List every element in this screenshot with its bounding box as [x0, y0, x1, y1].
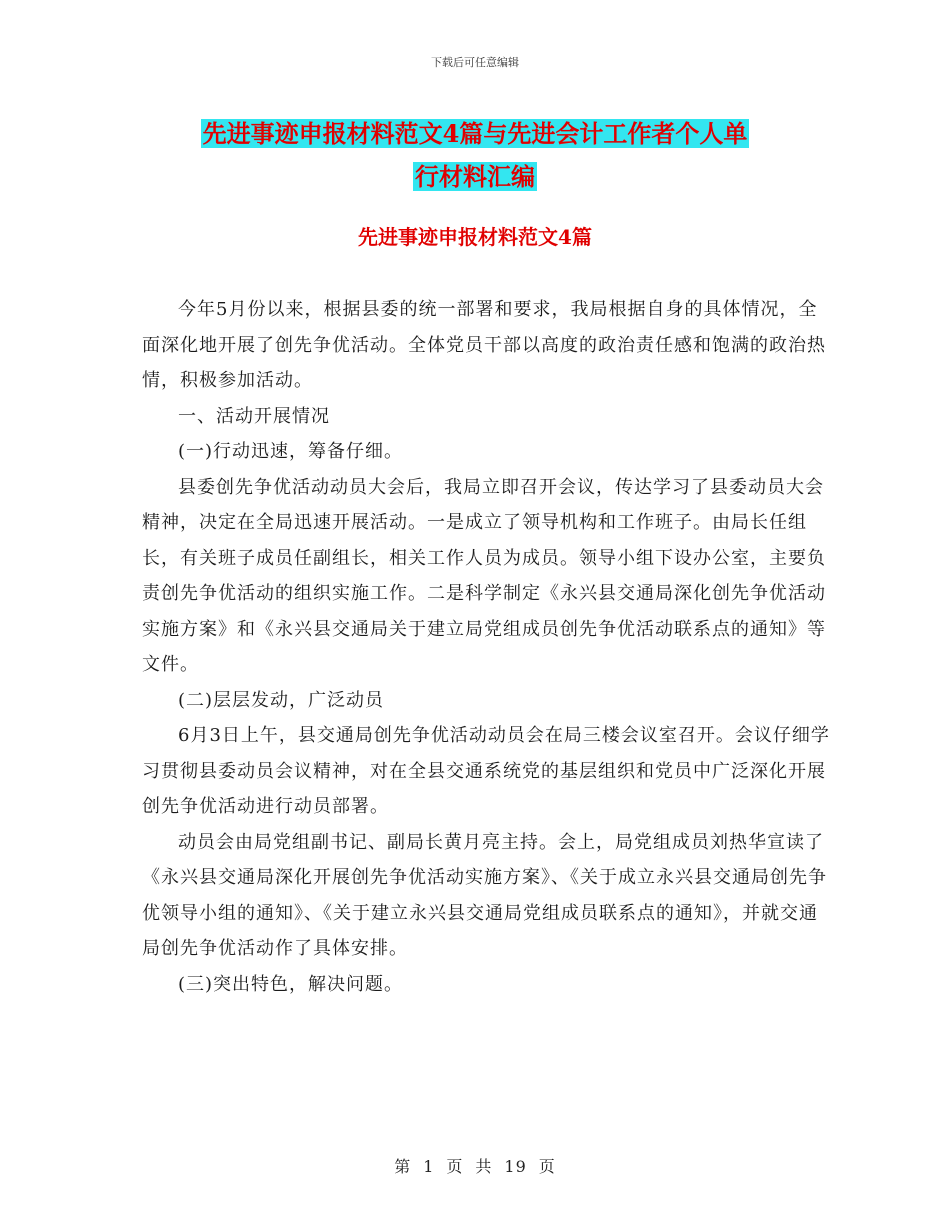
- current-page-number: 1: [423, 1157, 435, 1176]
- document-title-line-1: 先进事迹申报材料范文4篇与先进会计工作者个人单: [202, 119, 748, 148]
- page-footer: [0, 1154, 950, 1177]
- paragraph-organization: 县委创先争优活动动员大会后，我局立即召开会议，传达学习了县委动员大会精神，决定在全局迅速开展活动。一是成立了领导机构和工作班子。由局长任组长，有关班子成员任副组长，相关工作人员为成员。领导小组下设办公室，主要负责创先争优活动的组织实施工作。二是科学制定《永兴县交通局深化创先争优活动实施方案》和《永兴县交通局关于建立局党组成员创先争优活动联系点的通知》等文件。: [142, 476, 826, 675]
- footer-suffix: 页: [538, 1157, 556, 1176]
- footer-page-word: 页: [446, 1157, 464, 1176]
- total-page-count: 19: [504, 1157, 527, 1176]
- paragraph-meeting-details: 动员会由局党组副书记、副局长黄月亮主持。会上，局党组成员刘热华宣读了《永兴县交通局深化开展创先争优活动实施方案》、《关于成立永兴县交通局创先争优领导小组的通知》、《关于建立永兴县交通局党组成员联系点的通知》，并就交通局创先争优活动作了具体安排。: [142, 831, 827, 959]
- section-title: 先进事迹申报材料范文4篇: [358, 225, 592, 249]
- header-note: 下载后可任意编辑: [431, 56, 519, 69]
- paragraph-meeting: 6月3日上午，县交通局创先争优活动动员会在局三楼会议室召开。会议仔细学习贯彻县委动员会议精神，对在全县交通系统党的基层组织和党员中广泛深化开展创先争优活动进行动员部署。: [142, 725, 830, 817]
- subheading-1: (一)行动迅速，筹备仔细。: [178, 441, 404, 462]
- subheading-3: (三)突出特色，解决问题。: [178, 973, 404, 995]
- document-title: [0, 112, 950, 198]
- document-body: [142, 292, 832, 1002]
- paragraph-intro: 今年5月份以来，根据县委的统一部署和要求，我局根据自身的具体情况，全面深化地开展了创先争优活动。全体党员干部以高度的政治责任感和饱满的政治热情，积极参加活动。: [142, 299, 826, 391]
- heading-activity-overview: 一、活动开展情况: [178, 405, 330, 427]
- document-title-line-2: 行材料汇编: [415, 162, 535, 191]
- footer-prefix: 第: [394, 1157, 412, 1176]
- footer-total-word: 共: [475, 1157, 493, 1176]
- subheading-2: (二)层层发动，广泛动员: [178, 689, 385, 711]
